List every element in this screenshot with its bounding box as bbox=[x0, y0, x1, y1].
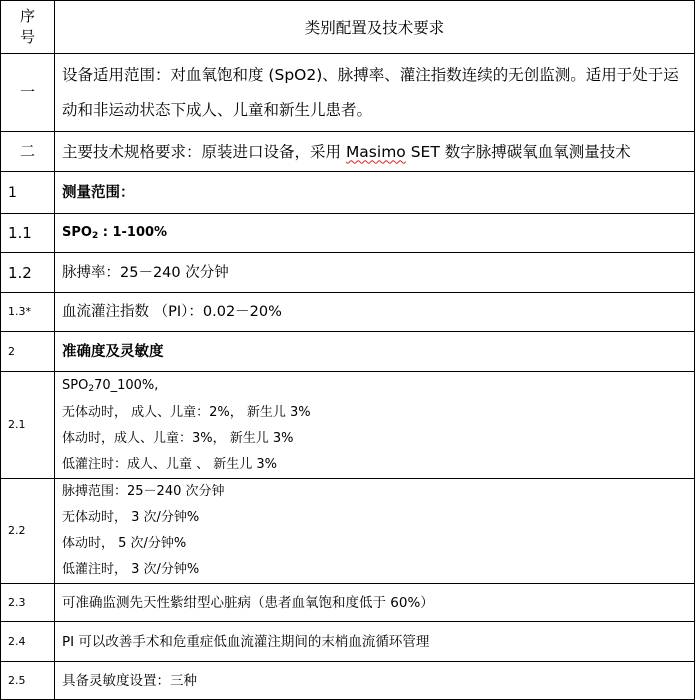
header-no-line1: 序 bbox=[19, 7, 35, 25]
spo-range: : 1-100% bbox=[98, 224, 168, 240]
header-row bbox=[1, 1, 695, 54]
table-row bbox=[1, 479, 695, 584]
table-row bbox=[1, 132, 695, 172]
table-row bbox=[1, 584, 695, 622]
header-title: 类别配置及技术要求 bbox=[55, 1, 695, 54]
spo-label: SPO bbox=[62, 224, 92, 240]
table-row bbox=[1, 214, 695, 253]
table-row bbox=[1, 253, 695, 293]
row-number: 2 bbox=[1, 332, 55, 372]
content-line: 无体动时， 3 次/分钟% bbox=[62, 510, 200, 525]
table-row bbox=[1, 622, 695, 662]
row-number: 1.1 bbox=[1, 214, 55, 253]
row-content: 具备灵敏度设置：三种 bbox=[55, 662, 695, 700]
row-number: 1.3* bbox=[1, 293, 55, 332]
header-no-line2: 号 bbox=[19, 28, 35, 46]
content-line bbox=[62, 373, 688, 400]
spo-range: 70_100%, bbox=[94, 377, 159, 393]
table-row bbox=[1, 293, 695, 332]
table-row bbox=[1, 662, 695, 700]
content-line: 低灌注时， 3 次/分钟% bbox=[62, 562, 200, 577]
row-content: 设备适用范围：对血氧饱和度 (SpO2)、脉搏率、灌注指数连续的无创监测。适用于处于运动和非运动状态下成人、儿童和新生儿患者。 bbox=[55, 54, 695, 132]
spo-label: SPO bbox=[62, 377, 89, 393]
row-number: 2.5 bbox=[1, 662, 55, 700]
content-line: 低灌注时：成人、儿童 、 新生儿 3% bbox=[62, 456, 278, 472]
brand-name: Masimo bbox=[345, 142, 406, 161]
row-content bbox=[55, 214, 695, 253]
row-content bbox=[55, 479, 695, 584]
row-number: 2.1 bbox=[1, 372, 55, 479]
header-no-cell bbox=[1, 1, 55, 54]
row-content: PI 可以改善手术和危重症低血流灌注期间的末梢血流循环管理 bbox=[55, 622, 695, 662]
table-row bbox=[1, 372, 695, 479]
row-content: 测量范围： bbox=[55, 172, 695, 214]
row-number: 2.2 bbox=[1, 479, 55, 584]
content-line: 体动时，成人、儿童：3%， 新生儿 3% bbox=[62, 430, 294, 446]
row-content-part: SET 数字脉搏碳氧血氧测量技术 bbox=[405, 142, 631, 161]
row-content bbox=[55, 372, 695, 479]
row-content: 脉搏率：25－240 次分钟 bbox=[55, 253, 695, 293]
row-number: 2.3 bbox=[1, 584, 55, 622]
row-number: 2.4 bbox=[1, 622, 55, 662]
row-content-part: 主要技术规格要求：原装进口设备，采用 bbox=[62, 142, 346, 161]
row-number: 一 bbox=[1, 54, 55, 132]
table-row bbox=[1, 54, 695, 132]
row-content bbox=[55, 132, 695, 172]
row-number: 1 bbox=[1, 172, 55, 214]
table-row bbox=[1, 172, 695, 214]
content-line: 无体动时， 成人、儿童：2%， 新生儿 3% bbox=[62, 404, 311, 420]
content-line: 体动时， 5 次/分钟% bbox=[62, 536, 187, 551]
row-content: 血流灌注指数 （PI）：0.02－20% bbox=[55, 293, 695, 332]
row-content: 可准确监测先天性紫绀型心脏病（患者血氧饱和度低于 60%） bbox=[55, 584, 695, 622]
spo-subscript: 2 bbox=[88, 383, 95, 394]
row-number: 1.2 bbox=[1, 253, 55, 293]
content-line: 脉搏范围：25－240 次分钟 bbox=[62, 484, 225, 499]
table-row bbox=[1, 332, 695, 372]
row-number: 二 bbox=[1, 132, 55, 172]
row-content: 准确度及灵敏度 bbox=[55, 332, 695, 372]
spo-subscript: 2 bbox=[91, 230, 99, 241]
